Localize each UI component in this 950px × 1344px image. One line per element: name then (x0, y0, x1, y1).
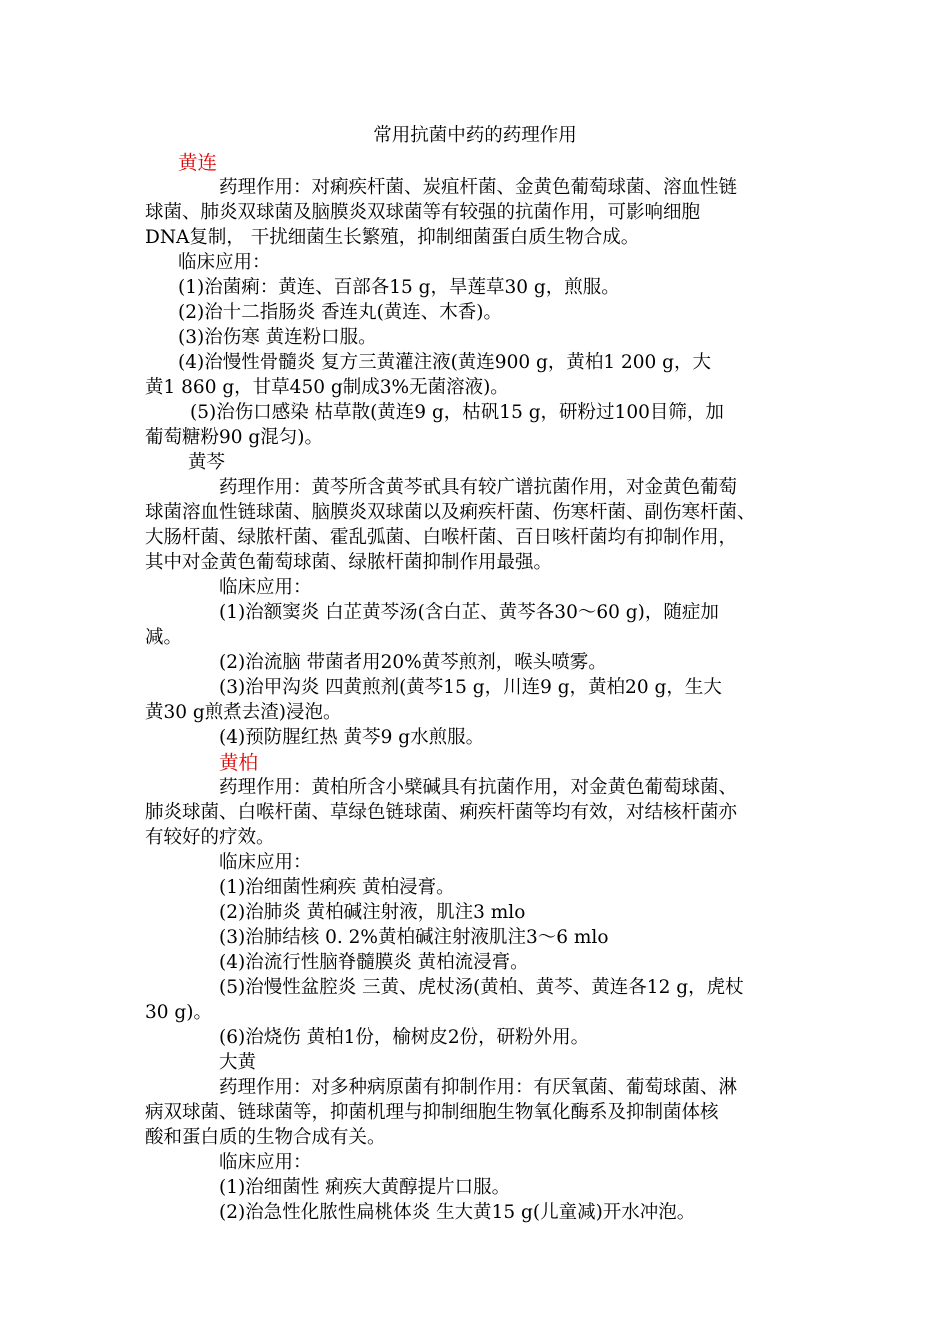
text-line: 球菌、肺炎双球菌及脑膜炎双球菌等有较强的抗菌作用，可影响细胞 (145, 202, 701, 223)
text-line: 临床应用： (219, 577, 312, 598)
section-heading-huangbai: 黄柏 (219, 751, 259, 774)
text-line: (3)治甲沟炎 四黄煎剂(黄芩15 g，川连9 g，黄柏20 g，生大 (219, 677, 722, 698)
text-line: (1)治细菌性痢疾 黄柏浸膏。 (219, 877, 455, 898)
text-line: 药理作用：对多种病原菌有抑制作用：有厌氧菌、葡萄球菌、淋 (219, 1077, 738, 1098)
text-line: (5)治伤口感染 枯草散(黄连9 g，枯矾15 g，研粉过100目筛，加 (190, 402, 724, 423)
text-line: 有较好的疗效。 (145, 827, 275, 848)
text-line: (4)治流行性脑脊髓膜炎 黄柏流浸膏。 (219, 952, 529, 973)
text-line: 葡萄糖粉90 g混匀)。 (145, 427, 323, 448)
text-line: 减。 (145, 627, 183, 648)
text-line: (1)治额窦炎 白芷黄芩汤(含白芷、黄芩各30～60 g)，随症加 (219, 602, 719, 623)
text-line: 黄30 g煎煮去渣)浸泡。 (145, 702, 342, 723)
text-line: 药理作用：对痢疾杆菌、炭疽杆菌、金黄色葡萄球菌、溶血性链 (219, 177, 738, 198)
text-line: 球菌溶血性链球菌、脑膜炎双球菌以及痢疾杆菌、伤寒杆菌、副伤寒杆菌、 (145, 502, 756, 523)
text-line: 30 g)。 (145, 1002, 212, 1023)
section-heading-huangqin: 黄芩 (188, 452, 226, 473)
text-line: 病双球菌、链球菌等，抑菌机理与抑制细胞生物氧化酶系及抑制菌体核 (145, 1102, 719, 1123)
text-line: DNA复制， 干扰细菌生长繁殖，抑制细菌蛋白质生物合成。 (145, 227, 640, 248)
text-line: 临床应用： (219, 852, 312, 873)
text-line: (4)治慢性骨髓炎 复方三黄灌注液(黄连900 g，黄柏1 200 g，大 (178, 352, 712, 373)
text-line: (3)治伤寒 黄连粉口服。 (178, 327, 377, 348)
text-line: (5)治慢性盆腔炎 三黄、虎杖汤(黄柏、黄芩、黄连各12 g，虎杖 (219, 977, 744, 998)
text-line: (4)预防腥红热 黄芩9 g水煎服。 (219, 727, 485, 748)
section-heading-dahuang: 大黄 (219, 1052, 257, 1073)
text-line: 肺炎球菌、白喉杆菌、草绿色链球菌、痢疾杆菌等均有效，对结核杆菌亦 (145, 802, 738, 823)
text-line: (1)治菌痢：黄连、百部各15 g，旱莲草30 g，煎服。 (178, 277, 620, 298)
text-line: (3)治肺结核 0. 2%黄柏碱注射液肌注3～6 mlo (219, 927, 609, 948)
section-heading-huanglian: 黄连 (178, 151, 218, 174)
text-line: 临床应用： (219, 1152, 312, 1173)
text-line: 酸和蛋白质的生物合成有关。 (145, 1127, 386, 1148)
text-line: (1)治细菌性 痢疾大黄醇提片口服。 (219, 1177, 511, 1198)
text-line: (2)治急性化脓性扁桃体炎 生大黄15 g(儿童减)开水冲泡。 (219, 1202, 696, 1223)
text-line: 大肠杆菌、绿脓杆菌、霍乱弧菌、白喉杆菌、百日咳杆菌均有抑制作用， (145, 527, 738, 548)
text-line: 其中对金黄色葡萄球菌、绿脓杆菌抑制作用最强。 (145, 552, 553, 573)
text-line: (2)治肺炎 黄柏碱注射液，肌注3 mlo (219, 902, 526, 923)
text-line: 药理作用：黄柏所含小檗碱具有抗菌作用，对金黄色葡萄球菌、 (219, 777, 738, 798)
text-line: 药理作用：黄芩所含黄芩甙具有较广谱抗菌作用，对金黄色葡萄 (219, 477, 738, 498)
text-line: (6)治烧伤 黄柏1份，榆树皮2份，研粉外用。 (219, 1027, 590, 1048)
text-line: 黄1 860 g，甘草450 g制成3%无菌溶液)。 (145, 377, 509, 398)
text-line: (2)治十二指肠炎 香连丸(黄连、木香)。 (178, 302, 503, 323)
text-line: 临床应用： (178, 252, 271, 273)
text-line: (2)治流脑 带菌者用20%黄芩煎剂，喉头喷雾。 (219, 652, 607, 673)
page-title: 常用抗菌中药的药理作用 (373, 125, 577, 146)
